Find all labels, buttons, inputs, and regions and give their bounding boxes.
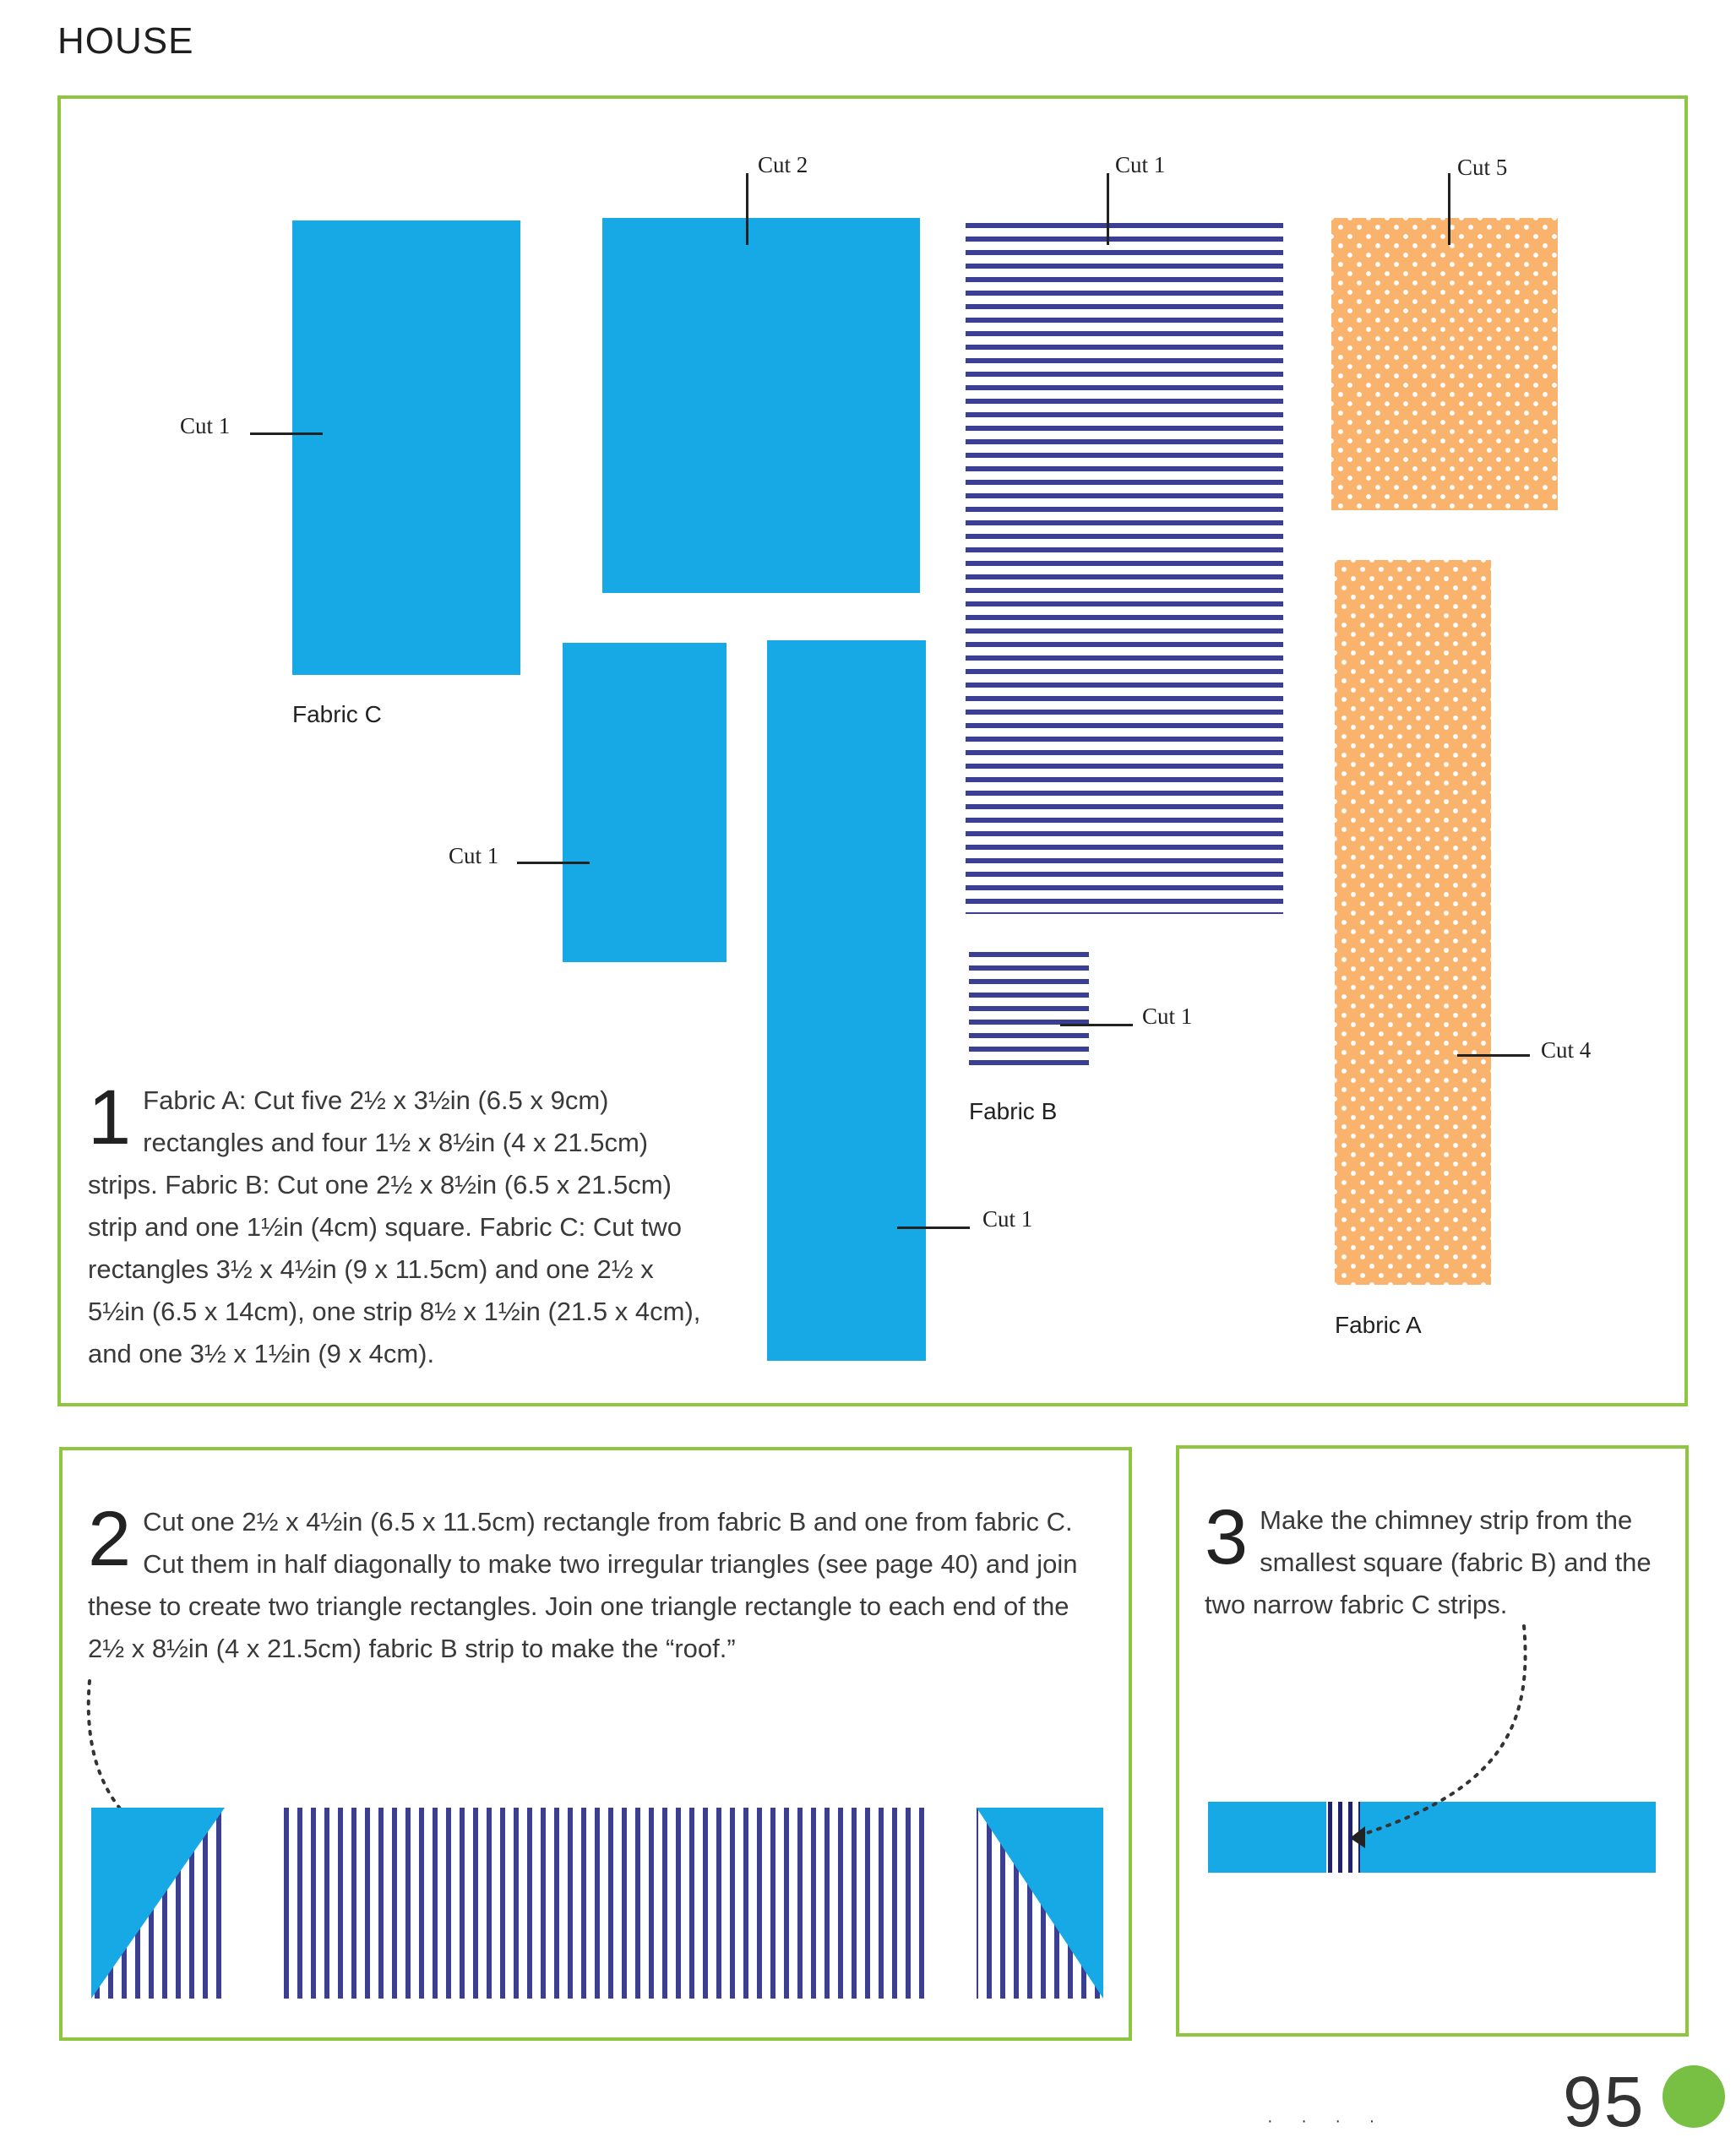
cut-label-c-small: Cut 1 <box>449 843 499 868</box>
cut-label-a-rect: Cut 5 <box>1457 155 1508 180</box>
step-1-number: 1 <box>88 1074 132 1161</box>
step-1-text: Fabric A: Cut five 2½ x 3½in (6.5 x 9cm) rectangles and four 1½ x 8½in (4 x 21.5cm) strips. Fabric B: Cut one 2½ x 8½in (6.5 x 21.5cm) strip and one 1½in (4cm) square. Fabric C: Cut two rectangles 3½ x 4½in (9 x 11.5cm) and one 2½ x 5½in (6.5 x 14cm), one strip 8½ x 1½in (21.5 x 4cm), and one 3½ x 1½in (9 x 4cm). <box>88 1085 701 1368</box>
fabric-label-b: Fabric B <box>969 1098 1058 1124</box>
cut-label-b-square: Cut 1 <box>1142 1004 1193 1029</box>
tree-icon <box>1663 2065 1725 2128</box>
step-3-number: 3 <box>1205 1494 1249 1580</box>
page-title: HOUSE <box>57 20 194 62</box>
step-2-number: 2 <box>88 1496 132 1582</box>
fabric-c-chimney-left <box>1208 1802 1326 1873</box>
cut-label-c-long: Cut 1 <box>982 1206 1033 1232</box>
step-2-text: Cut one 2½ x 4½in (6.5 x 11.5cm) rectangle from fabric B and one from fabric C. Cut them in half diagonally to make two irregular triangles (see page 40) and join these to create two triangle rectangles. Join one triangle rectangle to each end of the 2½ x 8½in (4 x 21.5cm) fabric B strip to make the “roof.” <box>88 1507 1078 1663</box>
fabric-c-chimney-right <box>1360 1802 1656 1873</box>
cut-label-b-strip: Cut 1 <box>1115 152 1166 177</box>
fabric-label-a: Fabric A <box>1335 1312 1422 1338</box>
page-number: 95 <box>1563 2062 1646 2141</box>
cut-label-c-left: Cut 1 <box>180 413 231 438</box>
cut-label-a-strip: Cut 4 <box>1541 1037 1592 1063</box>
fabric-label-c: Fabric C <box>292 701 382 727</box>
step-3-text: Make the chimney strip from the smallest square (fabric B) and the two narrow fabric C strips. <box>1205 1505 1652 1619</box>
cut-label-c-square: Cut 2 <box>758 152 808 177</box>
footer-marks: · · · · <box>1267 2112 1387 2130</box>
